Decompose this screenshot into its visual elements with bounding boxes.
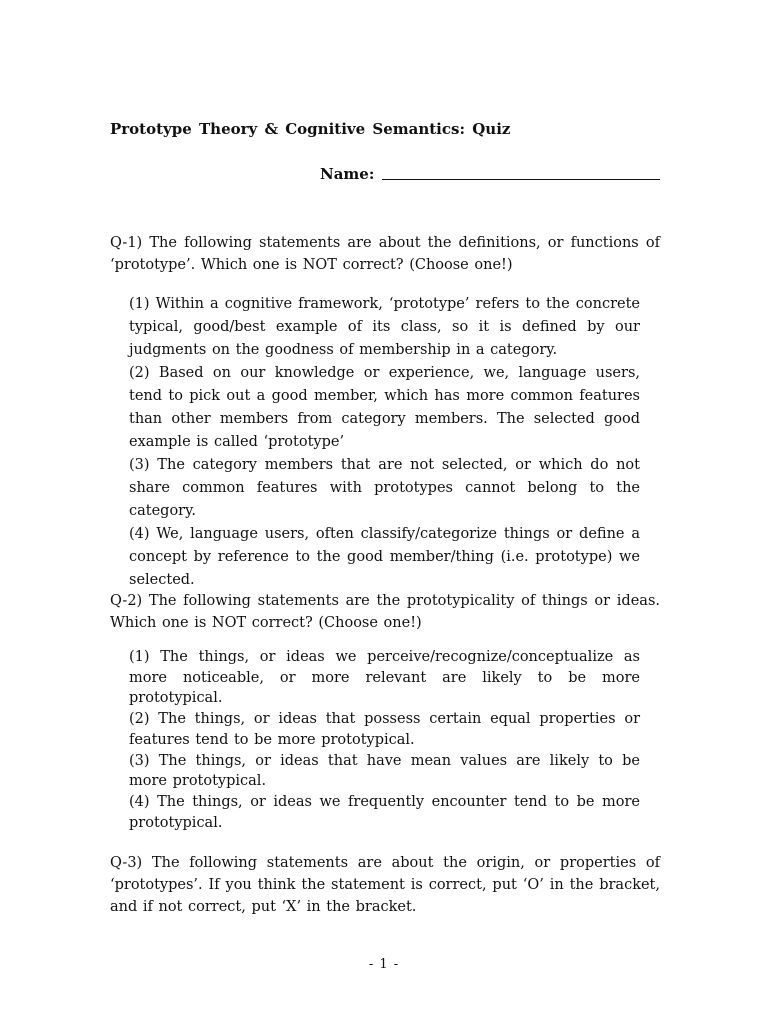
question-1-option-2: (2) Based on our knowledge or experience, we, language users, tend to pick out a good member, which has more common features than other members from category members. The selected good example is called ‘prototype’ [129, 365, 640, 450]
question-1-option-3: (3) The category members that are not selected, or which do not share common features with prototypes cannot belong to the category. [129, 457, 640, 519]
question-1-option-1: (1) Within a cognitive framework, ‘prototype’ refers to the concrete typical, good/best example of its class, so it is defined by our judgments on the goodness of membership in a category. [129, 296, 640, 358]
name-field [320, 165, 660, 183]
name-label: Name: [320, 165, 375, 183]
page-number: - 1 - [368, 957, 400, 972]
question-3-prompt: Q-3) The following statements are about the origin, or properties of ‘prototypes’. If you think the statement is correct, put ‘O’ in the bracket, and if not correct, put ‘X’ in the bracket. [110, 855, 660, 915]
question-1-prompt: Q-1) The following statements are about the definitions, or functions of ‘prototype’. Which one is NOT correct? (Choose one!) [110, 235, 660, 273]
question-2-option-2: (2) The things, or ideas that possess certain equal properties or features tend to be more prototypical. [129, 711, 640, 748]
question-1-options [129, 293, 640, 592]
quiz-title: Prototype Theory & Cognitive Semantics: Quiz [110, 120, 511, 138]
question-2-options [129, 647, 640, 833]
question-2-option-4: (4) The things, or ideas we frequently encounter tend to be more prototypical. [129, 793, 640, 831]
question-2-prompt: Q-2) The following statements are the prototypicality of things or ideas. Which one is NOT correct? (Choose one!) [110, 593, 660, 631]
question-2-option-3: (3) The things, or ideas that have mean values are likely to be more prototypical. [129, 752, 640, 790]
question-2-option-1: (1) The things, or ideas we perceive/recognize/conceptualize as more noticeable, or more relevant are likely to be more prototypical. [129, 649, 640, 707]
name-blank-line [382, 178, 660, 180]
question-1-option-4: (4) We, language users, often classify/categorize things or define a concept by reference to the good member/thing (i.e. prototype) we selected. [129, 526, 640, 588]
